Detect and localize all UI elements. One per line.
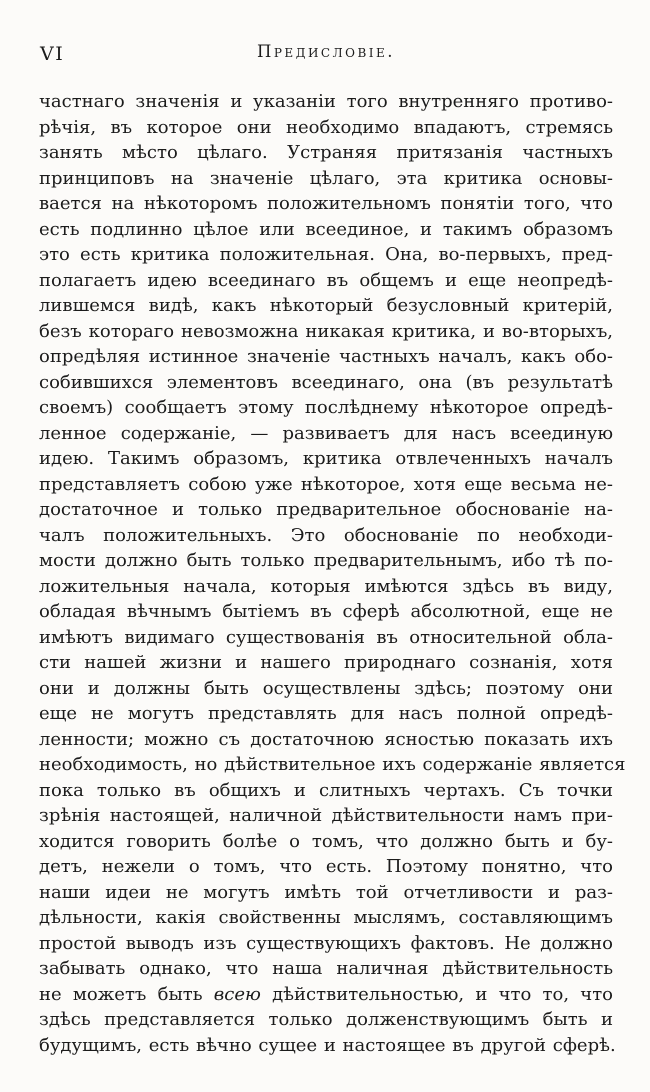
text-line: ходится говорить болѣе о томъ, что должно быть и бу-	[39, 830, 613, 852]
text-line: обладая вѣчнымъ бытіемъ въ сферѣ абсолютной, еще не	[39, 601, 613, 622]
text-line: наши идеи не могутъ имѣть той отчетливости и раз-	[39, 881, 613, 903]
text-line: дѣльности, какія свойственны мыслямъ, составляющимъ	[39, 907, 613, 928]
italic-emphasis: всею	[213, 983, 261, 1005]
text-line: полагаетъ идею всеединаго въ общемъ и еще неопредѣ-	[39, 269, 613, 291]
page-header	[40, 42, 612, 66]
text-line: ленности; можно съ достаточною ясностью показать ихъ	[39, 728, 613, 750]
text-line: сти нашей жизни и нашего природнаго сознанія, хотя	[39, 652, 613, 673]
text-line: рѣчія, въ которое они необходимо впадаютъ, стремясь	[39, 116, 613, 138]
text-line: чалъ положительныхъ. Это обоснованіе по необходи-	[39, 524, 613, 546]
text-line: безъ котораго невозможна никакая критика, и во-вторыхъ,	[39, 320, 613, 342]
text-line: еще не могутъ представлять для насъ полной опредѣ-	[39, 703, 613, 724]
text-line: необходимость, но дѣйствительное ихъ содержаніе является	[39, 754, 626, 775]
text-line: будущимъ, есть вѣчно сущее и настоящее въ другой сферѣ.	[39, 1034, 616, 1056]
text-line: это есть критика положительная. Она, во-первыхъ, пред-	[39, 244, 613, 265]
text-line: не можетъ быть всею дѣйствительностью, и что то, что	[39, 983, 613, 1005]
paragraph	[39, 89, 626, 1058]
text-line: ложительныя начала, которыя имѣются здѣсь въ виду,	[39, 575, 613, 597]
text-line: вается на нѣкоторомъ положительномъ понятіи того, что	[39, 193, 613, 214]
text-line: представляетъ собою уже нѣкоторое, хотя еще весьма не-	[39, 473, 613, 495]
text-line: простой выводъ изъ существующихъ фактовъ. Не должно	[39, 932, 613, 954]
text-line: лившемся видѣ, какъ нѣкоторый безусловный критерій,	[39, 295, 613, 316]
text-line: пока только въ общихъ и слитныхъ чертахъ. Съ точки	[39, 779, 613, 801]
text-line: здѣсь представляется только долженствующимъ быть и	[39, 1009, 613, 1030]
text-line: мости должно быть только предварительнымъ, ибо тѣ по-	[39, 550, 613, 571]
text-line: принциповъ на значеніе цѣлаго, эта критика основы-	[39, 167, 613, 189]
page-number: VI	[40, 43, 65, 65]
text-line: своемъ) сообщаетъ этому послѣднему нѣкоторое опредѣ-	[39, 397, 613, 418]
text-line: ленное содержаніе, — развиваетъ для насъ всеединую	[39, 422, 613, 444]
text-line: забывать однако, что наша наличная дѣйствительность	[39, 958, 613, 979]
text-line: есть подлинно цѣлое или всеединое, и такимъ образомъ	[39, 218, 613, 240]
text-line: частнаго значенія и указаніи того внутренняго противо-	[39, 91, 613, 112]
text-line: идею. Такимъ образомъ, критика отвлеченныхъ началъ	[39, 448, 613, 469]
text-line: опредѣляя истинное значеніе частныхъ началъ, какъ обо-	[39, 346, 613, 367]
text-line: детъ, нежели о томъ, что есть. Поэтому понятно, что	[39, 856, 613, 877]
running-title: Предисловіе.	[256, 42, 396, 61]
text-line: занять мѣсто цѣлаго. Устраняя притязанія частныхъ	[39, 142, 613, 163]
text-line: зрѣнія настоящей, наличной дѣйствительности намъ при-	[39, 805, 613, 826]
text-line: достаточное и только предварительное обоснованіе на-	[39, 499, 613, 520]
text-line: они и должны быть осуществлены здѣсь; поэтому они	[39, 677, 613, 699]
text-line: имѣютъ видимаго существованія въ относительной обла-	[39, 626, 613, 648]
text-line: собившихся элементовъ всеединаго, она (въ результатѣ	[39, 371, 613, 393]
